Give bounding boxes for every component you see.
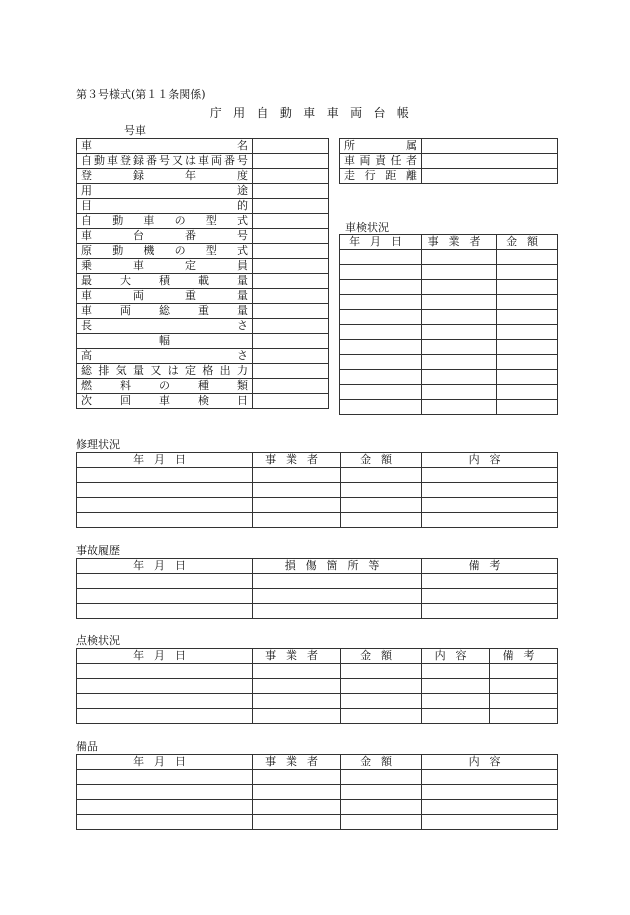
inspection-section-title: 車検状況 <box>345 221 389 234</box>
spec-label: 目的 <box>77 199 253 214</box>
spec-value-field[interactable] <box>253 289 329 304</box>
repair-column-header: 金額 <box>341 453 422 468</box>
equipment-cell[interactable] <box>253 815 341 830</box>
inspection-cell[interactable] <box>340 325 422 340</box>
inspection-cell[interactable] <box>497 355 558 370</box>
inspection-cell[interactable] <box>422 265 497 280</box>
inspection-table-row <box>340 340 558 355</box>
accident-table-row <box>77 589 558 604</box>
check-cell[interactable] <box>77 709 253 724</box>
repair-table-row <box>77 513 558 528</box>
spec-value-field[interactable] <box>253 139 329 154</box>
spec-value-field[interactable] <box>253 394 329 409</box>
spec-label: 幅 <box>77 334 253 349</box>
spec-value-field[interactable] <box>253 199 329 214</box>
inspection-cell[interactable] <box>497 310 558 325</box>
inspection-cell[interactable] <box>422 325 497 340</box>
spec-row <box>77 289 329 304</box>
form-label: 第３号様式(第１１条関係) <box>76 88 206 101</box>
inspection-column-header: 年月日 <box>340 235 422 250</box>
inspection-cell[interactable] <box>422 400 497 415</box>
inspection-cell[interactable] <box>340 295 422 310</box>
spec-label: 登録年度 <box>77 169 253 184</box>
inspection-cell[interactable] <box>340 265 422 280</box>
spec-row <box>77 304 329 319</box>
repair-column-header: 年月日 <box>77 453 253 468</box>
inspection-cell[interactable] <box>497 250 558 265</box>
spec-label: 車両重量 <box>77 289 253 304</box>
repair-cell[interactable] <box>77 483 253 498</box>
check-cell[interactable] <box>77 694 253 709</box>
spec-label: 乗車定員 <box>77 259 253 274</box>
inspection-cell[interactable] <box>340 400 422 415</box>
check-cell[interactable] <box>341 694 422 709</box>
repair-cell[interactable] <box>77 513 253 528</box>
equipment-cell[interactable] <box>77 800 253 815</box>
inspection-cell[interactable] <box>497 370 558 385</box>
affiliation-value-field[interactable] <box>422 139 558 154</box>
inspection-cell[interactable] <box>422 340 497 355</box>
repair-cell[interactable] <box>341 498 422 513</box>
spec-label: 原動機の型式 <box>77 244 253 259</box>
spec-label: 車台番号 <box>77 229 253 244</box>
check-column-header: 内容 <box>422 649 490 664</box>
check-cell[interactable] <box>490 664 558 679</box>
affiliation-value-field[interactable] <box>422 154 558 169</box>
check-cell[interactable] <box>490 679 558 694</box>
spec-label: 車両総重量 <box>77 304 253 319</box>
affiliation-row <box>340 154 558 169</box>
spec-value-field[interactable] <box>253 259 329 274</box>
check-column-header: 事業者 <box>253 649 341 664</box>
inspection-cell[interactable] <box>497 325 558 340</box>
spec-row <box>77 394 329 409</box>
repair-cell[interactable] <box>422 498 558 513</box>
check-cell[interactable] <box>422 694 490 709</box>
accident-table-row <box>77 604 558 619</box>
repair-table <box>76 452 558 528</box>
inspection-cell[interactable] <box>497 400 558 415</box>
inspection-column-header: 金額 <box>497 235 558 250</box>
check-cell[interactable] <box>253 679 341 694</box>
accident-cell[interactable] <box>422 604 558 619</box>
check-table-row <box>77 679 558 694</box>
car-number-label: 号車 <box>124 124 146 137</box>
repair-cell[interactable] <box>253 498 341 513</box>
inspection-cell[interactable] <box>340 355 422 370</box>
accident-cell[interactable] <box>77 589 253 604</box>
check-column-header: 金額 <box>341 649 422 664</box>
equipment-cell[interactable] <box>422 815 558 830</box>
spec-value-field[interactable] <box>253 304 329 319</box>
inspection-cell[interactable] <box>340 370 422 385</box>
inspection-cell[interactable] <box>340 250 422 265</box>
equipment-cell[interactable] <box>422 800 558 815</box>
spec-value-field[interactable] <box>253 154 329 169</box>
accident-column-header: 年月日 <box>77 559 253 574</box>
inspection-table-row <box>340 295 558 310</box>
check-column-header: 年月日 <box>77 649 253 664</box>
spec-label: 最大積載量 <box>77 274 253 289</box>
equipment-column-header: 事業者 <box>253 755 341 770</box>
inspection-header-row <box>340 235 558 250</box>
equipment-cell[interactable] <box>77 785 253 800</box>
repair-table-row <box>77 483 558 498</box>
repair-cell[interactable] <box>253 468 341 483</box>
accident-column-header: 備考 <box>422 559 558 574</box>
affiliation-value-field[interactable] <box>422 169 558 184</box>
accident-table-row <box>77 574 558 589</box>
spec-row <box>77 154 329 169</box>
spec-row <box>77 349 329 364</box>
check-table-row <box>77 664 558 679</box>
inspection-cell[interactable] <box>340 385 422 400</box>
check-cell[interactable] <box>253 694 341 709</box>
affiliation-row <box>340 139 558 154</box>
check-table <box>76 648 558 724</box>
repair-section-title: 修理状況 <box>76 438 120 451</box>
affiliation-label: 所属 <box>340 139 422 154</box>
equipment-cell[interactable] <box>77 770 253 785</box>
inspection-cell[interactable] <box>497 280 558 295</box>
inspection-cell[interactable] <box>422 310 497 325</box>
equipment-column-header: 内容 <box>422 755 558 770</box>
inspection-cell[interactable] <box>497 265 558 280</box>
accident-cell[interactable] <box>253 604 422 619</box>
spec-value-field[interactable] <box>253 274 329 289</box>
vehicle-spec-table <box>76 138 329 409</box>
repair-column-header: 内容 <box>422 453 558 468</box>
accident-cell[interactable] <box>77 604 253 619</box>
repair-cell[interactable] <box>341 468 422 483</box>
inspection-cell[interactable] <box>340 280 422 295</box>
equipment-cell[interactable] <box>341 785 422 800</box>
spec-row <box>77 169 329 184</box>
repair-cell[interactable] <box>422 513 558 528</box>
spec-row <box>77 259 329 274</box>
equipment-cell[interactable] <box>341 800 422 815</box>
equipment-table-row <box>77 770 558 785</box>
equipment-column-header: 金額 <box>341 755 422 770</box>
equipment-cell[interactable] <box>341 770 422 785</box>
spec-value-field[interactable] <box>253 379 329 394</box>
inspection-cell[interactable] <box>422 355 497 370</box>
check-cell[interactable] <box>253 709 341 724</box>
spec-value-field[interactable] <box>253 364 329 379</box>
equipment-cell[interactable] <box>77 815 253 830</box>
check-column-header: 備考 <box>490 649 558 664</box>
inspection-cell[interactable] <box>422 295 497 310</box>
inspection-column-header: 事業者 <box>422 235 497 250</box>
inspection-table-row <box>340 325 558 340</box>
repair-table-row <box>77 468 558 483</box>
spec-value-field[interactable] <box>253 334 329 349</box>
accident-cell[interactable] <box>253 589 422 604</box>
accident-cell[interactable] <box>422 589 558 604</box>
spec-value-field[interactable] <box>253 214 329 229</box>
spec-row <box>77 229 329 244</box>
spec-row <box>77 319 329 334</box>
equipment-table <box>76 754 558 830</box>
check-cell[interactable] <box>422 664 490 679</box>
spec-row <box>77 334 329 349</box>
repair-column-header: 事業者 <box>253 453 341 468</box>
check-cell[interactable] <box>490 709 558 724</box>
spec-value-field[interactable] <box>253 319 329 334</box>
spec-label: 用途 <box>77 184 253 199</box>
inspection-table-row <box>340 310 558 325</box>
repair-header-row <box>77 453 558 468</box>
spec-row <box>77 199 329 214</box>
spec-value-field[interactable] <box>253 349 329 364</box>
equipment-table-row <box>77 785 558 800</box>
check-cell[interactable] <box>422 709 490 724</box>
equipment-table-row <box>77 800 558 815</box>
spec-row <box>77 379 329 394</box>
equipment-table-row <box>77 815 558 830</box>
repair-cell[interactable] <box>253 483 341 498</box>
repair-cell[interactable] <box>422 483 558 498</box>
inspection-cell[interactable] <box>422 280 497 295</box>
check-table-row <box>77 709 558 724</box>
inspection-table-row <box>340 355 558 370</box>
repair-cell[interactable] <box>341 513 422 528</box>
spec-row <box>77 274 329 289</box>
inspection-cell[interactable] <box>422 250 497 265</box>
inspection-table-row <box>340 280 558 295</box>
equipment-cell[interactable] <box>253 800 341 815</box>
repair-cell[interactable] <box>253 513 341 528</box>
spec-label: 自動車登録番号又は車両番号 <box>77 154 253 169</box>
accident-cell[interactable] <box>422 574 558 589</box>
equipment-section-title: 備品 <box>76 740 98 753</box>
accident-section-title: 事故履歴 <box>76 544 120 557</box>
equipment-cell[interactable] <box>253 785 341 800</box>
inspection-cell[interactable] <box>497 295 558 310</box>
equipment-cell[interactable] <box>422 785 558 800</box>
repair-table-row <box>77 498 558 513</box>
repair-cell[interactable] <box>422 468 558 483</box>
page-title: 庁用自動車車両台帳 <box>209 106 421 120</box>
spec-label: 車名 <box>77 139 253 154</box>
spec-label: 燃料の種類 <box>77 379 253 394</box>
inspection-table-row <box>340 400 558 415</box>
inspection-table-row <box>340 370 558 385</box>
check-cell[interactable] <box>490 694 558 709</box>
inspection-cell[interactable] <box>497 340 558 355</box>
repair-cell[interactable] <box>77 498 253 513</box>
equipment-cell[interactable] <box>253 770 341 785</box>
accident-table <box>76 558 558 619</box>
spec-row <box>77 184 329 199</box>
inspection-table-row <box>340 385 558 400</box>
check-table-row <box>77 694 558 709</box>
check-cell[interactable] <box>341 679 422 694</box>
inspection-cell[interactable] <box>422 385 497 400</box>
inspection-cell[interactable] <box>340 340 422 355</box>
check-cell[interactable] <box>341 664 422 679</box>
spec-row <box>77 244 329 259</box>
check-cell[interactable] <box>77 679 253 694</box>
check-cell[interactable] <box>341 709 422 724</box>
spec-label: 次回車検日 <box>77 394 253 409</box>
spec-value-field[interactable] <box>253 244 329 259</box>
spec-value-field[interactable] <box>253 169 329 184</box>
spec-row <box>77 214 329 229</box>
equipment-column-header: 年月日 <box>77 755 253 770</box>
repair-cell[interactable] <box>77 468 253 483</box>
repair-cell[interactable] <box>341 483 422 498</box>
affiliation-table <box>339 138 558 184</box>
inspection-cell[interactable] <box>497 385 558 400</box>
inspection-cell[interactable] <box>422 370 497 385</box>
inspection-table-row <box>340 265 558 280</box>
equipment-cell[interactable] <box>341 815 422 830</box>
spec-row <box>77 139 329 154</box>
equipment-cell[interactable] <box>422 770 558 785</box>
check-cell[interactable] <box>422 679 490 694</box>
spec-label: 高さ <box>77 349 253 364</box>
equipment-header-row <box>77 755 558 770</box>
inspection-table-row <box>340 250 558 265</box>
spec-label: 自動車の型式 <box>77 214 253 229</box>
affiliation-label: 車両責任者 <box>340 154 422 169</box>
accident-column-header: 損傷箇所等 <box>253 559 422 574</box>
check-cell[interactable] <box>77 664 253 679</box>
spec-label: 総排気量又は定格出力 <box>77 364 253 379</box>
spec-label: 長さ <box>77 319 253 334</box>
affiliation-row <box>340 169 558 184</box>
inspection-cell[interactable] <box>340 310 422 325</box>
accident-header-row <box>77 559 558 574</box>
check-header-row <box>77 649 558 664</box>
check-section-title: 点検状況 <box>76 634 120 647</box>
accident-cell[interactable] <box>253 574 422 589</box>
affiliation-label: 走行距離 <box>340 169 422 184</box>
spec-value-field[interactable] <box>253 184 329 199</box>
spec-row <box>77 364 329 379</box>
inspection-table <box>339 234 558 415</box>
spec-value-field[interactable] <box>253 229 329 244</box>
accident-cell[interactable] <box>77 574 253 589</box>
check-cell[interactable] <box>253 664 341 679</box>
